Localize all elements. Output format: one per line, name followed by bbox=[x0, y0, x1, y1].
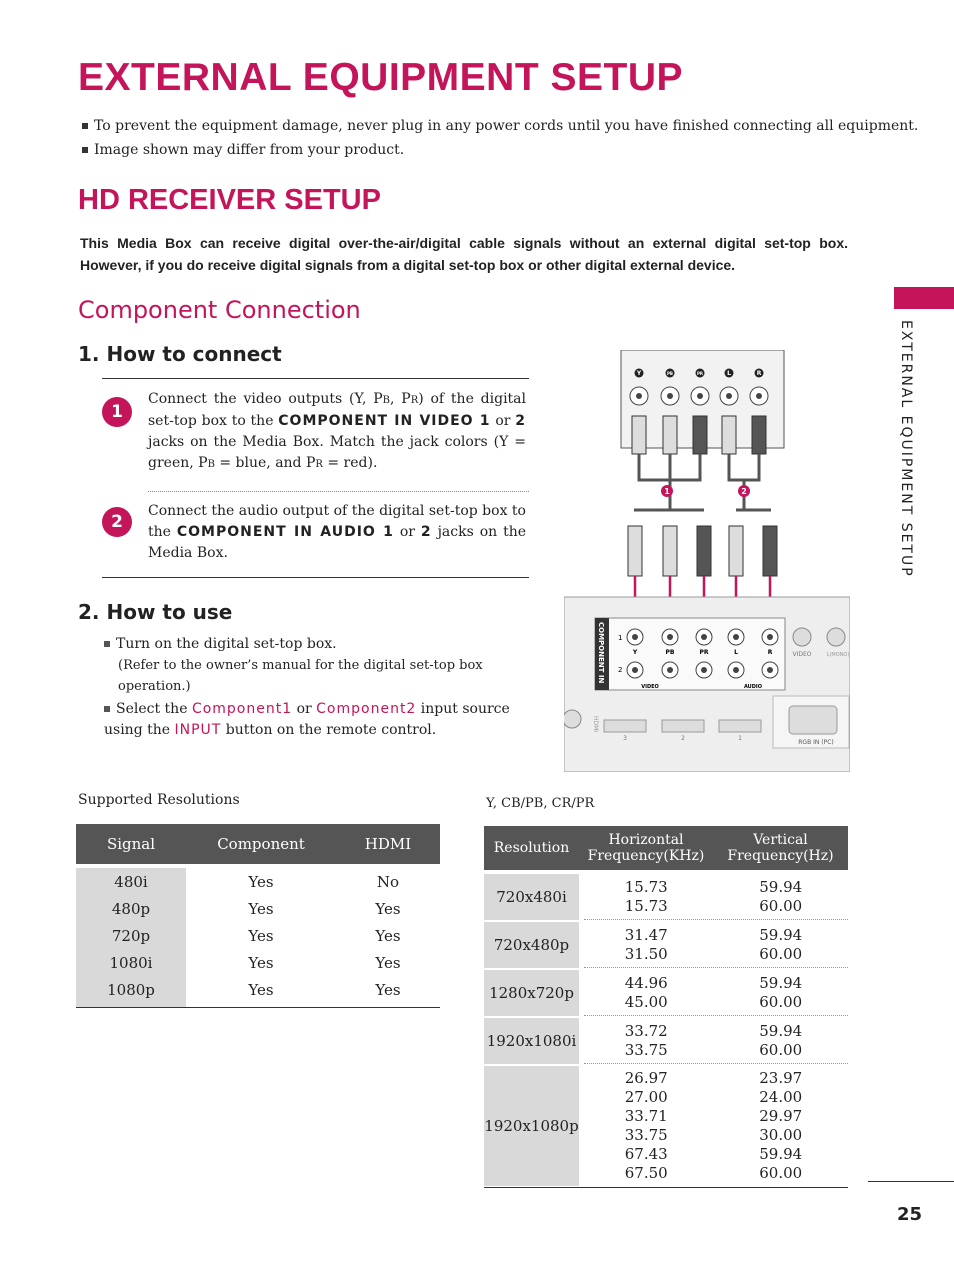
divider bbox=[584, 1015, 848, 1016]
vertical-col bbox=[714, 970, 849, 1016]
cell: Yes bbox=[248, 899, 274, 918]
jack-hole bbox=[701, 667, 707, 673]
step-2-text bbox=[148, 501, 526, 564]
vertical-col bbox=[714, 1018, 849, 1064]
jack-hole bbox=[636, 393, 642, 399]
group-label: AUDIO bbox=[743, 684, 763, 690]
side-label: VIDEO bbox=[792, 651, 812, 658]
horizontal-col bbox=[579, 874, 714, 920]
table-header bbox=[76, 824, 440, 864]
jack-label: Y bbox=[636, 370, 642, 377]
jack-hole bbox=[667, 634, 673, 640]
bullet-icon bbox=[104, 641, 110, 647]
cell: Yes bbox=[375, 980, 401, 999]
cell: 720p bbox=[111, 926, 151, 945]
horizontal-col bbox=[579, 970, 714, 1016]
freq-value: 24.00 bbox=[759, 1088, 803, 1106]
divider bbox=[584, 1063, 848, 1064]
jack-hole bbox=[701, 634, 707, 640]
lower-plugs bbox=[628, 526, 777, 576]
divider bbox=[148, 491, 529, 492]
bullet-icon bbox=[104, 706, 110, 712]
freq-value: 29.97 bbox=[759, 1107, 803, 1125]
horizontal-col bbox=[579, 922, 714, 968]
jack-hole bbox=[767, 634, 773, 640]
jack-hole bbox=[756, 393, 762, 399]
section-title: HD RECEIVER SETUP bbox=[78, 184, 381, 216]
jack-hole bbox=[632, 667, 638, 673]
cables bbox=[634, 454, 771, 510]
freq-values bbox=[579, 970, 848, 1016]
cell: Yes bbox=[248, 980, 274, 999]
keyword: Component2 bbox=[316, 701, 417, 717]
jack-hole bbox=[767, 667, 773, 673]
plug bbox=[729, 526, 743, 576]
freq-value: 67.50 bbox=[624, 1164, 668, 1182]
page-title: EXTERNAL EQUIPMENT SETUP bbox=[78, 56, 684, 99]
cable bbox=[729, 454, 759, 480]
text: ) of the digital set-top box to the bbox=[148, 391, 526, 429]
list-item bbox=[104, 699, 524, 741]
plug bbox=[763, 526, 777, 576]
text: Connect the audio output of the digital set-top box to the bbox=[148, 503, 526, 540]
text: R bbox=[315, 459, 323, 470]
hdmi-port bbox=[662, 720, 704, 732]
jack bbox=[793, 628, 811, 646]
resolution-cell: 720x480i bbox=[484, 874, 579, 920]
header-cell: Component bbox=[217, 835, 305, 853]
list-item bbox=[104, 634, 524, 655]
freq-value: 15.73 bbox=[624, 878, 668, 896]
supported-table bbox=[76, 824, 440, 1008]
freq-group bbox=[484, 874, 848, 920]
jack-label: R bbox=[756, 370, 762, 377]
text: or bbox=[292, 701, 317, 717]
cell: Yes bbox=[248, 953, 274, 972]
freq-values bbox=[579, 1066, 848, 1186]
text: input source using the bbox=[104, 701, 510, 738]
jack-hole bbox=[726, 393, 732, 399]
freq-value: 59.94 bbox=[759, 1145, 803, 1163]
side-label: L(MONO) bbox=[826, 652, 850, 658]
header-cell: Signal bbox=[106, 835, 156, 853]
freq-group bbox=[484, 1018, 848, 1064]
plug bbox=[697, 526, 711, 576]
jack-hole bbox=[733, 634, 739, 640]
jack-label: L bbox=[734, 649, 738, 656]
freq-value: 60.00 bbox=[759, 1041, 803, 1059]
table-row bbox=[76, 922, 440, 949]
note-item bbox=[82, 142, 918, 158]
keyword: INPUT bbox=[174, 722, 222, 738]
hdmi-port bbox=[604, 720, 646, 732]
freq-value: 26.97 bbox=[624, 1069, 668, 1087]
freq-value: 27.00 bbox=[624, 1088, 668, 1106]
panel-label: COMPONENT IN bbox=[597, 622, 605, 684]
horizontal-col bbox=[579, 1066, 714, 1186]
vertical-col bbox=[714, 1066, 849, 1186]
bullet-icon bbox=[82, 147, 88, 153]
freq-value: 59.94 bbox=[759, 878, 803, 896]
freq-value: 59.94 bbox=[759, 974, 803, 992]
table-row bbox=[76, 949, 440, 976]
keyword: Component1 bbox=[191, 701, 293, 717]
keyword: 2 bbox=[515, 413, 526, 429]
divider bbox=[868, 1181, 954, 1182]
cable-badge-label: 2 bbox=[741, 487, 747, 496]
side-label-text: EXTERNAL EQUIPMENT SETUP bbox=[898, 320, 914, 578]
hdmi-ports bbox=[604, 720, 761, 732]
freq-value: 45.00 bbox=[624, 993, 668, 1011]
hdmi-num: 2 bbox=[681, 735, 685, 742]
keyword: 2 bbox=[420, 524, 432, 540]
vertical-col bbox=[714, 922, 849, 968]
header-cell: Vertical Frequency(Hz) bbox=[727, 832, 834, 864]
sidebar-tab bbox=[894, 287, 954, 309]
freq-value: 60.00 bbox=[759, 945, 803, 963]
bullet-icon bbox=[82, 123, 88, 129]
how-to-use-heading: 2. How to use bbox=[78, 600, 233, 624]
cell: 1080i bbox=[109, 953, 153, 972]
text: B bbox=[382, 395, 390, 406]
jack-label: L bbox=[727, 370, 731, 377]
jack bbox=[564, 710, 581, 728]
side-label bbox=[896, 320, 916, 580]
cell: Yes bbox=[248, 872, 274, 891]
jack bbox=[827, 628, 845, 646]
cell: 1080p bbox=[107, 980, 155, 999]
freq-group bbox=[484, 970, 848, 1016]
freq-value: 15.73 bbox=[624, 897, 668, 915]
step-badge: 1 bbox=[102, 397, 132, 427]
step-1-text bbox=[148, 389, 526, 475]
hdmi-port bbox=[719, 720, 761, 732]
jack-label: PB bbox=[665, 649, 675, 656]
connection-diagram bbox=[564, 350, 850, 772]
header-cell: HDMI bbox=[364, 835, 412, 853]
jack-label: PR bbox=[696, 371, 704, 376]
cell: Yes bbox=[375, 926, 401, 945]
text: or bbox=[393, 524, 421, 540]
freq-value: 44.96 bbox=[624, 974, 668, 992]
plug bbox=[632, 416, 646, 454]
note-text: To prevent the equipment damage, never plug in any power cords until you have finished connecting all equipment. bbox=[94, 118, 919, 134]
hdmi-label: HDMI bbox=[592, 716, 599, 733]
intro-paragraph: This Media Box can receive digital over-the-air/digital cable signals without an external digital set-top box. However, if you do receive digital signals from a digital set-top box or other digital external device. bbox=[80, 235, 848, 273]
table-row bbox=[76, 976, 440, 1003]
notes-list bbox=[82, 118, 918, 166]
vertical-col bbox=[714, 874, 849, 920]
row-label: 2 bbox=[618, 666, 623, 674]
freq-value: 33.75 bbox=[624, 1126, 668, 1144]
resolution-cell: 720x480p bbox=[484, 922, 579, 968]
text: or bbox=[490, 413, 516, 429]
plug bbox=[752, 416, 766, 454]
freq-value: 59.94 bbox=[759, 1022, 803, 1040]
component-panel bbox=[595, 618, 785, 690]
text: Turn on the digital set-top box. bbox=[116, 636, 337, 652]
horizontal-col bbox=[579, 1018, 714, 1064]
cell: 480p bbox=[111, 899, 151, 918]
text: R bbox=[410, 395, 419, 406]
freq-value: 23.97 bbox=[759, 1069, 803, 1087]
jack-label: Y bbox=[632, 649, 638, 656]
table-row bbox=[76, 895, 440, 922]
divider bbox=[484, 1187, 848, 1188]
plug bbox=[693, 416, 707, 454]
step-badge: 2 bbox=[102, 507, 132, 537]
jack-label: R bbox=[767, 649, 773, 656]
hdmi-num: 3 bbox=[623, 735, 627, 742]
jack-hole bbox=[632, 634, 638, 640]
jack-label: PB bbox=[667, 371, 673, 376]
keyword: COMPONENT IN AUDIO 1 bbox=[176, 524, 394, 540]
how-to-connect-heading: 1. How to connect bbox=[78, 342, 282, 366]
freq-value: 33.71 bbox=[624, 1107, 668, 1125]
list-item-note: (Refer to the owner’s manual for the digital set-top box operation.) bbox=[118, 658, 483, 694]
cell: Yes bbox=[375, 953, 401, 972]
divider bbox=[584, 967, 848, 968]
freq-value: 67.43 bbox=[624, 1145, 668, 1163]
freq-values bbox=[579, 922, 848, 968]
diagram-svg bbox=[564, 350, 850, 772]
cell: 480i bbox=[114, 872, 148, 891]
jack-label: PR bbox=[699, 649, 709, 656]
text: Select the bbox=[116, 701, 192, 717]
how-to-use-list bbox=[104, 634, 524, 741]
freq-value: 33.75 bbox=[624, 1041, 668, 1059]
row-label: 1 bbox=[618, 634, 623, 642]
table-body bbox=[76, 868, 440, 1008]
text: button on the remote control. bbox=[221, 722, 437, 738]
hdmi-num: 1 bbox=[738, 735, 742, 742]
resolution-cell: 1920x1080i bbox=[484, 1018, 579, 1064]
freq-group bbox=[484, 1066, 848, 1186]
freq-label: Y, CB/PB, CR/PR bbox=[486, 796, 595, 811]
keyword: COMPONENT IN VIDEO 1 bbox=[278, 413, 491, 429]
subsection-title: Component Connection bbox=[78, 296, 361, 324]
header-cell: Resolution bbox=[493, 840, 570, 856]
plug bbox=[663, 526, 677, 576]
text: jacks on the Media Box. Match the jack colors (Y = green, P bbox=[148, 434, 526, 471]
freq-value: 59.94 bbox=[759, 926, 803, 944]
freq-group bbox=[484, 922, 848, 968]
cell: No bbox=[376, 872, 400, 891]
resolution-cell: 1920x1080p bbox=[484, 1066, 579, 1186]
jack-hole bbox=[667, 393, 673, 399]
text: Connect the video outputs (Y, P bbox=[148, 391, 383, 407]
text: , P bbox=[390, 391, 411, 407]
jack-hole bbox=[667, 667, 673, 673]
supported-label: Supported Resolutions bbox=[78, 792, 240, 808]
header-cell: Horizontal Frequency(KHz) bbox=[587, 832, 705, 864]
text: B bbox=[207, 459, 215, 470]
table-header bbox=[484, 826, 848, 870]
page-number: 25 bbox=[897, 1204, 923, 1225]
cell: Yes bbox=[248, 926, 274, 945]
plug bbox=[722, 416, 736, 454]
freq-values bbox=[579, 874, 848, 920]
freq-value: 31.47 bbox=[624, 926, 668, 944]
cell: Yes bbox=[375, 899, 401, 918]
plug bbox=[663, 416, 677, 454]
cable-badge-label: 1 bbox=[664, 487, 670, 496]
freq-value: 60.00 bbox=[759, 993, 803, 1011]
plug bbox=[628, 526, 642, 576]
freq-values bbox=[579, 1018, 848, 1064]
freq-value: 33.72 bbox=[624, 1022, 668, 1040]
group-label: VIDEO bbox=[641, 684, 659, 690]
freq-value: 60.00 bbox=[759, 1164, 803, 1182]
freq-value: 60.00 bbox=[759, 897, 803, 915]
note-item bbox=[82, 118, 918, 134]
freq-value: 30.00 bbox=[759, 1126, 803, 1144]
jack-hole bbox=[733, 667, 739, 673]
freq-value: 31.50 bbox=[624, 945, 668, 963]
text: = blue, and P bbox=[214, 455, 316, 471]
divider bbox=[584, 919, 848, 920]
frequency-table bbox=[484, 826, 848, 1182]
resolution-cell: 1280x720p bbox=[484, 970, 579, 1016]
steps-box bbox=[102, 378, 529, 578]
text: jacks on the Media Box. bbox=[148, 524, 526, 561]
table-row bbox=[76, 868, 440, 895]
rgb-port bbox=[789, 706, 837, 734]
jack-hole bbox=[697, 393, 703, 399]
rgb-label: RGB IN (PC) bbox=[798, 739, 834, 746]
text: = red). bbox=[322, 455, 378, 471]
note-text: Image shown may differ from your product. bbox=[94, 142, 405, 158]
